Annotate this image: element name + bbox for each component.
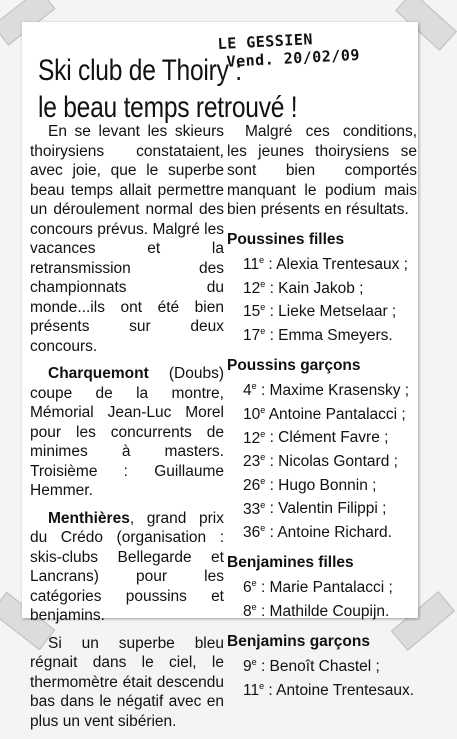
category-results (227, 653, 417, 700)
result-item (243, 519, 417, 543)
result-rank (243, 327, 265, 344)
rank-suffix: e (260, 325, 266, 336)
result-item (243, 677, 417, 701)
result-rank (243, 303, 265, 320)
rank-suffix: e (251, 657, 257, 668)
result-name: : Nicolas Gontard ; (265, 453, 398, 471)
rank-number: 11 (243, 256, 260, 274)
rank-suffix: e (251, 381, 257, 392)
result-rank (243, 524, 265, 541)
paragraph-weather: Si un superbe bleu régnait dans le ciel, le thermomètre était descendu bas dans le négatif avec en plus un vent sibérien. (30, 634, 224, 730)
result-item (243, 401, 417, 425)
result-item (243, 275, 417, 299)
result-name: : Benoît Chastel ; (256, 658, 380, 676)
rank-number: 36 (243, 524, 261, 542)
result-item (243, 298, 417, 322)
result-item (243, 598, 417, 622)
category-results (227, 377, 417, 543)
article-title (38, 52, 341, 126)
result-name: : Mathilde Coupijn. (256, 603, 390, 621)
rank-number: 4 (243, 382, 252, 400)
result-name: : Hugo Bonnin ; (265, 476, 377, 494)
result-rank (243, 603, 257, 620)
rank-number: 11 (243, 681, 260, 699)
paragraph-charquemont (30, 364, 224, 501)
paragraph-intro: En se levant les skieurs thoirysiens constataient, avec joie, que le superbe beau temps allait permettre un déroulement normal des concours prévus. Malgré les vacances et la retransmission des championnats du monde...ils ont été bien présents sur deux concours. (30, 123, 224, 355)
rank-number: 33 (243, 500, 261, 518)
result-name: : Emma Smeyers. (265, 327, 393, 345)
rank-number: 6 (243, 579, 252, 597)
category-results (227, 251, 417, 346)
category-heading: Poussins garçons (227, 356, 361, 374)
result-name: : Antoine Richard. (265, 524, 392, 542)
result-name: : Antoine Trentesaux. (264, 681, 415, 699)
rank-suffix: e (259, 680, 265, 691)
result-rank (243, 256, 264, 273)
rank-suffix: e (260, 499, 266, 510)
result-item (243, 322, 417, 346)
result-item (243, 653, 417, 677)
rank-suffix: e (260, 428, 266, 439)
rank-suffix: e (259, 255, 265, 265)
rank-suffix: e (260, 404, 266, 415)
newspaper-clipping (22, 22, 418, 730)
rank-number: 23 (243, 453, 261, 471)
menthieres-text: , grand prix du Crédo (organisation : skis-clubs Bellegarde et Lancrans) pour les catégories poussins et benjamins. (30, 509, 224, 624)
rank-suffix: e (260, 452, 266, 463)
result-item (243, 251, 417, 275)
result-rank (243, 280, 265, 297)
rank-number: 12 (243, 429, 261, 447)
result-item (243, 574, 417, 598)
handwritten-source: LE GESSIEN (217, 30, 314, 54)
rank-number: 15 (243, 303, 261, 321)
charquemont-text: (Doubs) coupe de la montre, Mémorial Jean-Luc Morel pour les concurrents de minimes à masters. Troisième : Guillaume Hemmer. (30, 365, 224, 499)
rank-number: 10 (243, 405, 261, 423)
result-rank (243, 477, 265, 494)
result-item (243, 472, 417, 496)
handwritten-date: Vend. 20/02/09 (226, 45, 361, 71)
result-rank (243, 430, 265, 447)
result-name: : Lieke Metselaar ; (265, 303, 397, 321)
result-rank (243, 453, 265, 470)
category-heading: Benjamines filles (227, 553, 354, 571)
result-rank (243, 682, 264, 699)
result-rank (243, 406, 265, 423)
title-line-2: le beau temps retrouvé ! (38, 91, 298, 124)
rank-number: 8 (243, 603, 252, 621)
left-column (30, 122, 224, 739)
place-menthieres: Menthières (48, 509, 130, 527)
rank-number: 12 (243, 279, 261, 297)
rank-suffix: e (251, 601, 257, 612)
rank-number: 26 (243, 476, 261, 494)
rank-number: 17 (243, 327, 261, 345)
title-line-1: Ski club de Thoiry : (38, 54, 242, 87)
result-item (243, 495, 417, 519)
rank-suffix: e (260, 523, 266, 534)
results-list (227, 230, 417, 701)
result-name: : Marie Pantalacci ; (256, 579, 393, 597)
place-charquemont: Charquemont (48, 365, 149, 382)
category-heading: Benjamins garçons (227, 632, 370, 650)
result-name: : Valentin Filippi ; (265, 500, 387, 518)
result-name: : Maxime Krasensky ; (256, 382, 410, 400)
category-heading: Poussines filles (227, 230, 345, 248)
result-name: Antoine Pantalacci ; (265, 405, 406, 423)
result-name: : Kain Jakob ; (265, 279, 364, 297)
rank-suffix: e (260, 302, 266, 313)
result-rank (243, 658, 257, 675)
rank-suffix: e (251, 578, 257, 589)
rank-suffix: e (260, 475, 266, 486)
result-name: : Clément Favre ; (265, 429, 389, 447)
right-column (227, 122, 417, 706)
result-rank (243, 501, 265, 518)
result-item (243, 377, 417, 401)
result-name: : Alexia Trentesaux ; (264, 256, 408, 274)
paragraph-menthieres (30, 509, 224, 626)
result-rank (243, 382, 257, 399)
rank-number: 9 (243, 658, 252, 676)
rank-suffix: e (260, 278, 266, 289)
paragraph-results-intro: Malgré ces conditions, les jeunes thoirysiens se sont bien comportés manquant le podium mais bien présents en résultats. (227, 123, 417, 218)
category-results (227, 574, 417, 621)
result-item (243, 448, 417, 472)
result-item (243, 424, 417, 448)
result-rank (243, 579, 257, 596)
